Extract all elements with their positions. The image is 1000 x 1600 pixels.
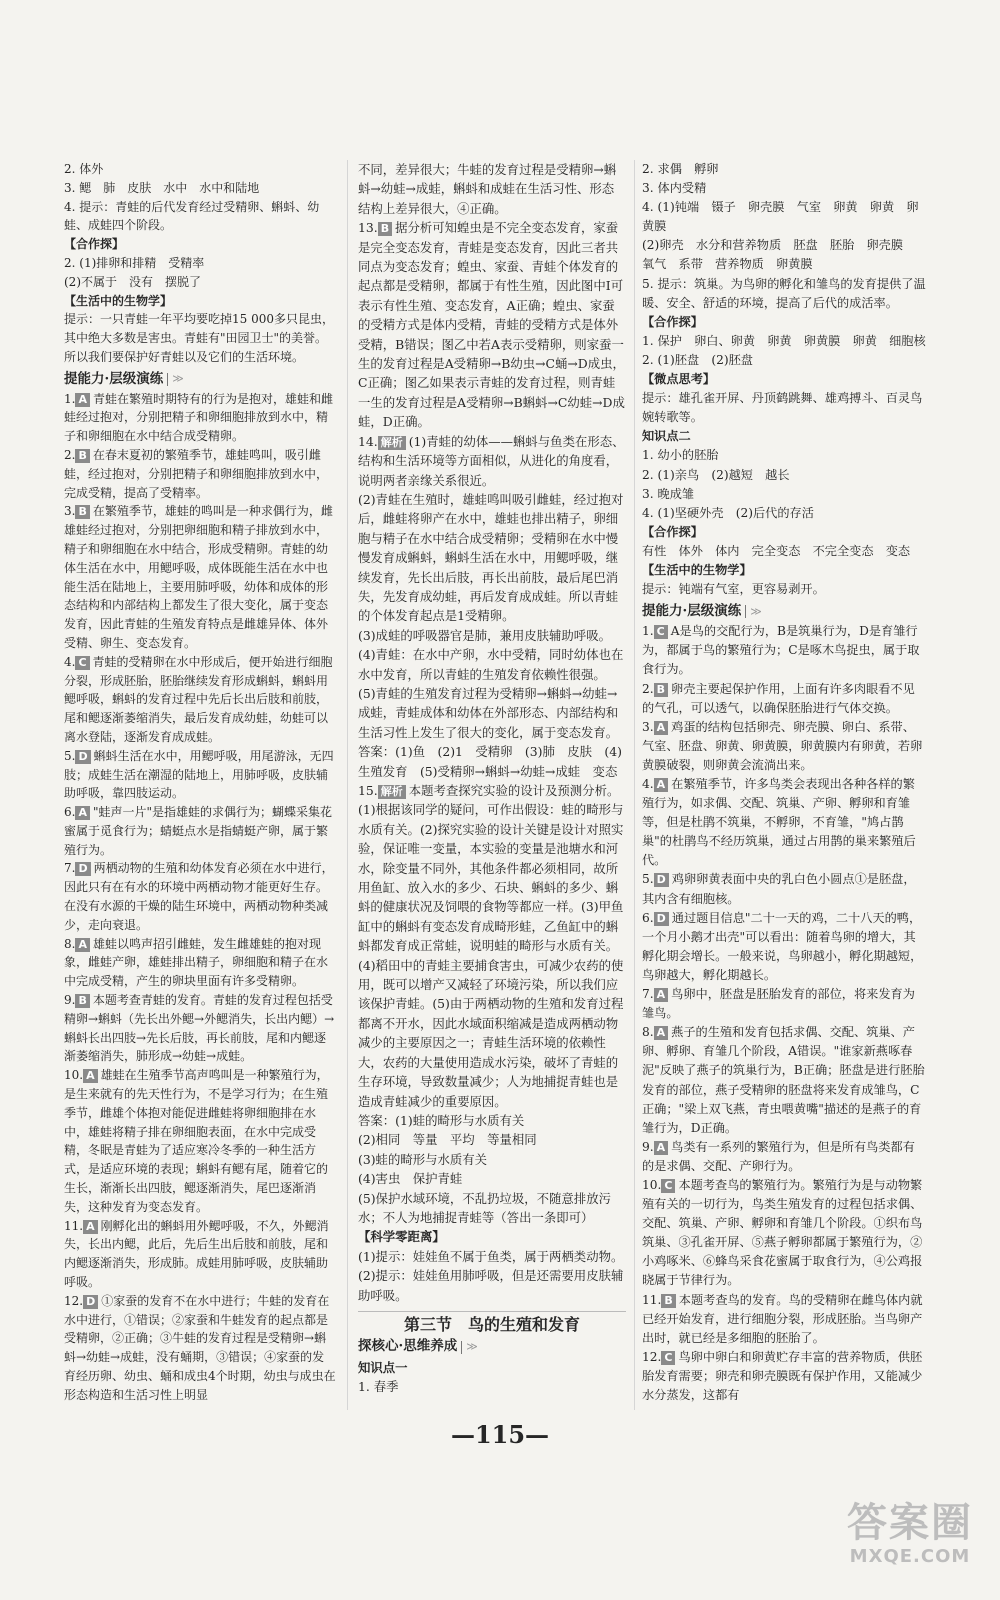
answer-item <box>642 1176 926 1291</box>
page-number: —115— <box>450 1420 550 1449</box>
answer-explanation: 本题考查青蛙的发育。青蛙的发育过程包括受精卵→蝌蚪（先长出外鳃→外鳃消失，长出内鳃）→蝌蚪长出四肢→先长后肢，再长前肢，尾和内鳃逐渐萎缩消失，肺形成→幼蛙→成蛙。 <box>64 993 335 1064</box>
answer-item <box>358 781 626 800</box>
paragraph: 2. (1)排卵和排精 受精率 <box>64 255 205 270</box>
answer-item <box>358 432 626 490</box>
section-bar-label: 提能力·层级演练 <box>642 603 742 620</box>
section-tag: 【科学零距离】 <box>358 1229 445 1245</box>
paragraph: 3. 晚成雏 <box>642 486 695 501</box>
paragraph: (1)提示：娃娃鱼不属于鱼类，属于两栖类动物。 <box>358 1248 624 1264</box>
answer-item <box>642 909 926 985</box>
answer-item <box>64 390 336 446</box>
paragraph: (2)相同 等量 平均 等量相同 <box>358 1132 537 1148</box>
answer-explanation: (1)青蛙的幼体——蝌蚪与鱼类在形态、结构和生活环境等方面相似，从进化的角度看，说明两者亲缘关系很近。 <box>358 433 625 488</box>
answer-badge: C <box>75 656 89 670</box>
section-tag: 知识点一 <box>358 1359 408 1375</box>
column-middle <box>358 160 626 1397</box>
section-tag: 【合作探】 <box>64 237 125 252</box>
question-number: 6. <box>642 910 654 925</box>
question-number: 8. <box>642 1025 654 1040</box>
question-number: 2. <box>642 681 654 696</box>
question-number: 7. <box>64 861 76 876</box>
question-number: 3. <box>64 504 76 519</box>
question-number: 9. <box>642 1139 654 1154</box>
answer-item <box>64 991 336 1066</box>
question-number: 14. <box>358 433 378 449</box>
answer-item <box>64 446 336 502</box>
paragraph: 1. 幼小的胚胎 <box>642 448 719 463</box>
answer-badge: A <box>75 393 90 407</box>
answer-explanation: 本题考查探究实验的设计及预测分析。 <box>408 783 620 798</box>
answer-explanation: "蛙声一片"是指雄蛙的求偶行为；蝴蝶采集花蜜属于觅食行为；蜻蜓点水是指蜻蜓产卵，属于繁殖行为。 <box>64 805 333 857</box>
paragraph: (3)成蛙的呼吸器官是肺，兼用皮肤辅助呼吸。 <box>358 627 611 643</box>
answer-explanation: ①家蚕的发育不在水中进行；牛蛙的发育在水中进行，①错误；②家蚕和牛蛙发育的起点都是受精卵，②正确；③牛蛙的发育过程是受精卵→蝌蚪→幼蛙→成蛙，没有蛹期，③错误；④家蚕的发育经历卵、幼虫、蛹和成虫4个时期，幼虫与成虫在形态构造和生活习性上明显 <box>64 1293 336 1402</box>
question-number: 7. <box>642 987 654 1002</box>
answer-item <box>642 1023 926 1138</box>
column-divider <box>634 160 635 1410</box>
answer-item <box>64 859 336 934</box>
paragraph: 2. 体外 <box>64 162 104 176</box>
answer-explanation: 在繁殖季节，许多鸟类会表现出各种各样的繁殖行为，如求偶、交配、筑巢、产卵、孵卵和育雏等，但是杜鹃不筑巢，不孵卵，不育雏，"鸠占鹊巢"的杜鹃鸟不经历筑巢，通过占用鹊的巢来繁殖后代。 <box>642 777 916 868</box>
question-number: 1. <box>64 391 76 406</box>
answer-badge: A <box>83 1069 98 1083</box>
paragraph: 有性 体外 体内 完全变态 不完全变态 变态 <box>642 543 911 558</box>
answer-explanation: 青蛙的受精卵在水中形成后，便开始进行细胞分裂，形成胚胎，胚胎继续发育形成蝌蚪，蝌蚪用鳃呼吸，蝌蚪的发育过程中先后长出后肢和前肢，尾和鳃逐渐萎缩消失，最后发育成幼蛙，幼蛙可以离水登陆，逐渐发育成成蛙。 <box>64 654 333 744</box>
answer-explanation: A是鸟的交配行为，B是筑巢行为，D是育雏行为，都属于鸟的繁殖行为；C是啄木鸟捉虫，属于取食行为。 <box>642 624 920 677</box>
answer-item <box>64 803 336 859</box>
question-number: 13. <box>358 220 378 236</box>
section-tag: 【合作探】 <box>642 524 703 539</box>
paragraph: (2)不属于 没有 摆脱了 <box>64 274 201 289</box>
answer-badge: A <box>654 1141 669 1155</box>
paragraph: 提示：钝端有气室，更容易剥开。 <box>642 582 825 597</box>
answer-badge: A <box>654 778 669 792</box>
answer-item <box>642 680 926 718</box>
section-tag: 【合作探】 <box>642 314 703 329</box>
answer-explanation: 两栖动物的生殖和幼体发育必须在水中进行，因此只有在有水的环境中两栖动物才能更好生存。在没有水源的干燥的陆生环境中，两栖动物种类减少，走向衰退。 <box>64 861 334 932</box>
answer-item <box>642 870 926 908</box>
answer-explanation: 据分析可知蝗虫是不完全变态发育，家蚕是完全变态发育，青蛙是变态发育，因此三者共同点为变态发育；蝗虫、家蚕、青蛙个体发育的起点都是受精卵，都属于有性生殖，因此图中Ⅰ可表示有性生殖、变态发育，A正确；蝗虫、家蚕的受精方式是体内受精，青蛙的受精方式是体外受精，B错误；图乙中若A表示受精卵，则家蚕一生的发育过程是A受精卵→B幼虫→C蛹→D成虫，C正确；图乙如果表示青蛙的发育过程，则青蛙一生的发育过程是A受精卵→B蝌蚪→C幼蛙→D成蛙，D正确。 <box>358 220 625 430</box>
divider-mark <box>167 373 168 386</box>
paragraph: (2)提示：娃娃鱼用肺呼吸，但是还需要用皮肤辅助呼吸。 <box>358 1268 624 1303</box>
answer-explanation: 在繁殖季节，雄蛙的鸣叫是一种求偶行为，雌雄蛙经过抱对，分别把卵细胞和精子排放到水中，精子和卵细胞在水中结合，形成受精卵。青蛙的幼体生活在水中，用鳃呼吸，成体既能生活在水中也能生活在陆地上，主要用肺呼吸，幼体和成体的形态结构和内部结构上都发生了很大变化，属于变态发育，因此青蛙的生殖发育特点是雌雄异体、体外受精、卵生、变态发育。 <box>64 504 333 650</box>
question-number: 8. <box>64 936 76 951</box>
column-divider <box>347 160 348 1410</box>
paragraph: 1. 春季 <box>358 1379 399 1395</box>
answer-item <box>642 985 926 1023</box>
column-left <box>64 160 336 1405</box>
section-bar <box>642 602 926 621</box>
paragraph: 4. (1)坚硬外壳 (2)后代的存活 <box>642 505 814 520</box>
answer-explanation: 通过题目信息"二十一天的鸡，二十八天的鸭，一个月小鹅才出壳"可以看出：随着鸟卵的增大，其孵化期会增长。一般来说，鸟卵越小，孵化期越短，鸟卵越大，孵化期越长。 <box>642 910 923 982</box>
question-number: 4. <box>64 654 76 669</box>
question-number: 4. <box>642 777 654 791</box>
paragraph: (3)蛙的畸形与水质有关 <box>358 1151 488 1167</box>
paragraph: 3. 体内受精 <box>642 181 707 196</box>
watermark-logo <box>835 1500 985 1567</box>
answer-explanation: 本题考查鸟的繁殖行为。繁殖行为是与动物繁殖有关的一切行为，鸟类生殖发育的过程包括求偶、交配、筑巢、产卵、孵卵和育雏几个阶段。①织布鸟筑巢、③孔雀开屏、⑤燕子孵卵都属于繁殖行为，②小鸡啄米、⑥蜂鸟采食花蜜属于取食行为，④公鸡报晓属于节律行为。 <box>642 1177 923 1288</box>
paragraph: 提示：雄孔雀开屏、丹顶鹤跳舞、雄鸡搏斗、百灵鸟婉转歌等。 <box>642 391 923 425</box>
answer-badge: B <box>661 1294 675 1308</box>
answer-item <box>642 1291 926 1348</box>
answer-badge: A <box>83 1220 98 1234</box>
question-number: 6. <box>64 805 76 820</box>
answer-badge: B <box>75 994 89 1008</box>
divider-mark <box>745 605 746 618</box>
answer-badge: C <box>661 1351 675 1365</box>
paragraph: (5)青蛙的生殖发育过程为受精卵→蝌蚪→幼蛙→成蛙，青蛙成体和幼体在外部形态、内部结构和生活习性上发生了很大的变化，属于变态发育。 <box>358 685 619 740</box>
answer-badge: 解析 <box>378 436 406 450</box>
section-bar <box>64 370 336 389</box>
divider-mark <box>461 1341 462 1354</box>
answer-explanation: 本题考查鸟的发育。鸟的受精卵在雌鸟体内就已经开始发育，进行细胞分裂，形成胚胎。当鸟卵产出时，就已经是多细胞的胚胎了。 <box>642 1292 923 1345</box>
answer-badge: A <box>654 721 669 735</box>
question-number: 10. <box>642 1177 662 1192</box>
answer-explanation: 蝌蚪生活在水中，用鳃呼吸，用尾游泳，无四肢；成蛙生活在潮湿的陆地上，用肺呼吸，皮肤辅助呼吸，靠四肢运动。 <box>64 748 334 801</box>
answer-badge: D <box>654 912 669 926</box>
paragraph: 4. 提示：青蛙的后代发育经过受精卵、蝌蚪、幼蛙、成蛙四个阶段。 <box>64 199 320 233</box>
section-tag: 【微点思考】 <box>642 372 716 387</box>
answer-explanation: 燕子的生殖和发育包括求偶、交配、筑巢、产卵、孵卵、育雏几个阶段，A错误。"谁家新燕啄春泥"反映了燕子的筑巢行为，B正确；胚盘是进行胚胎发育的部位，燕子受精卵的胚盘将来发育成雏鸟，C正确；"梁上双飞燕，青虫喂黄嘴"描述的是燕子的育雏行为，D正确。 <box>642 1025 925 1135</box>
answer-badge: B <box>378 222 392 236</box>
answer-item <box>642 718 926 775</box>
section-bar-label: 探核心·思维养成 <box>358 1338 458 1355</box>
question-number: 12. <box>642 1349 662 1364</box>
answer-badge: D <box>654 873 669 887</box>
paragraph: 2. 求偶 孵卵 <box>642 162 719 176</box>
section-title: 第三节 鸟的生殖和发育 <box>358 1311 626 1334</box>
answer-item <box>64 1066 336 1216</box>
answer-item <box>64 1292 336 1405</box>
paragraph: 5. 提示：筑巢。为鸟卵的孵化和雏鸟的发育提供了温暖、安全、舒适的环境，提高了后代的成活率。 <box>642 276 926 310</box>
answer-item <box>64 935 336 991</box>
answer-item <box>64 502 336 652</box>
answer-explanation: 鸡蛋的结构包括卵壳、卵壳膜、卵白、系带、气室、胚盘、卵黄、卵黄膜，卵黄膜内有卵黄，若卵黄膜破裂，则卵黄会流淌出来。 <box>642 719 923 772</box>
answer-item <box>64 1217 336 1292</box>
question-number: 5. <box>642 872 654 887</box>
question-number: 10. <box>64 1068 84 1083</box>
paragraph: (4)害虫 保护青蛙 <box>358 1171 463 1187</box>
question-number: 11. <box>64 1218 84 1233</box>
answer-explanation: 鸟卵中，胚盘是胚胎发育的部位，将来发育为雏鸟。 <box>642 987 915 1021</box>
answer-badge: C <box>654 625 668 639</box>
answer-explanation: 在春末夏初的繁殖季节，雄蛙鸣叫，吸引雌蛙，经过抱对，分别把精子和卵细胞排放到水中，完成受精，提高了受精率。 <box>64 447 329 500</box>
paragraph: 1. 保护 卵白、卵黄 卵黄 卵黄膜 卵黄 细胞核 <box>642 333 926 348</box>
answer-badge: B <box>75 505 89 519</box>
paragraph: (4)青蛙：在水中产卵，水中受精，同时幼体也在水中发育，所以青蛙的生殖发育依赖性很强。 <box>358 647 624 682</box>
question-number: 12. <box>64 1293 84 1308</box>
answer-explanation: 卵壳主要起保护作用，上面有许多肉眼看不见的气孔，可以透气，以确保胚胎进行气体交换。 <box>642 681 915 715</box>
paragraph: 答案：(1)鱼 (2)1 受精卵 (3)肺 皮肤 (4)生殖发育 (5)受精卵→蝌蚪→幼蛙→成蛙 变态 <box>358 744 622 779</box>
answer-badge: D <box>75 750 90 764</box>
chevron-right-icon: ≫ <box>750 605 762 619</box>
answer-badge: C <box>661 1179 675 1193</box>
question-number: 5. <box>64 748 76 763</box>
answer-badge: A <box>654 988 669 1002</box>
answer-item <box>64 747 336 803</box>
section-tag: 知识点二 <box>642 429 691 444</box>
question-number: 9. <box>64 993 76 1008</box>
answer-explanation: 刚孵化出的蝌蚪用外鳃呼吸，不久，外鳃消失，长出内鳃，此后，先后生出后肢和前肢，尾和内鳃逐渐消失，形成肺。成蛙用肺呼吸，皮肤辅助呼吸。 <box>64 1218 329 1290</box>
question-number: 11. <box>642 1292 662 1307</box>
answer-item <box>358 218 626 431</box>
section-tag: 【生活中的生物学】 <box>64 293 173 308</box>
answer-badge: A <box>75 806 90 820</box>
answer-item <box>642 622 926 679</box>
question-number: 15. <box>358 783 378 798</box>
answer-badge: D <box>75 862 90 876</box>
answer-item <box>642 1348 926 1405</box>
chevron-right-icon: ≫ <box>172 371 184 385</box>
column-right <box>642 160 926 1405</box>
paragraph: 不同，差异很大；牛蛙的发育过程是受精卵→蝌蚪→幼蛙→成蛙，蝌蚪和成蛙在生活习性、形态结构上差异很大，④正确。 <box>358 162 617 216</box>
paragraph: (5)保护水域环境，不乱扔垃圾，不随意排放污水；不人为地捕捉青蛙等（答出一条即可） <box>358 1190 611 1225</box>
paragraph: 3. 鳃 肺 皮肤 水中 水中和陆地 <box>64 180 260 195</box>
watermark-chinese: 答案圈 <box>847 1500 973 1546</box>
answer-explanation: 青蛙在繁殖时期特有的行为是抱对，雄蛙和雌蛙经过抱对，分别把精子和卵细胞排放到水中，精子和卵细胞在水中结合成受精卵。 <box>64 391 333 444</box>
question-number: 3. <box>642 719 654 734</box>
answer-explanation: 雄蛙在生殖季节高声鸣叫是一种繁殖行为，是生来就有的先天性行为，不是学习行为；在生殖季节，雌雄个体抱对能促进雌蛙将卵细胞排在水中，雄蛙将精子排在卵细胞表面，在水中完成受精，冬眠是青蛙为了适应寒冷冬季的一种生活方式，是适应环境的表现；蝌蚪有鳃有尾，随着它的生长，渐渐长出四肢，鳃逐渐消失，尾巴逐渐消失，这种发育为变态发育。 <box>64 1068 329 1214</box>
answer-item <box>642 1138 926 1176</box>
answer-badge: D <box>83 1295 98 1309</box>
answer-explanation: 鸟卵中卵白和卵黄贮存丰富的营养物质，供胚胎发育需要；卵壳和卵壳膜既有保护作用，又能减少水分蒸发，这都有 <box>642 1349 923 1402</box>
answer-explanation: 雄蛙以鸣声招引雌蛙，发生雌雄蛙的抱对现象，雌蛙产卵，雄蛙排出精子，卵细胞和精子在水中完成受精，产生的卵块里面有许多受精卵。 <box>64 936 329 989</box>
answer-badge: B <box>75 449 89 463</box>
chevron-right-icon: ≫ <box>466 1340 478 1354</box>
section-tag: 【生活中的生物学】 <box>642 562 752 577</box>
answer-explanation: 鸟类有一系列的繁殖行为，但是所有鸟类都有的是求偶、交配、产卵行为。 <box>642 1139 915 1173</box>
section-bar <box>358 1337 626 1356</box>
answer-explanation: 鸡卵卵黄表面中央的乳白色小圆点①是胚盘，其内含有细胞核。 <box>642 872 916 906</box>
paragraph: (2)卵壳 水分和营养物质 胚盘 胚胎 卵壳膜 氧气 系带 营养物质 卵黄膜 <box>642 238 916 272</box>
answer-item <box>64 653 336 747</box>
paragraph: 2. (1)胚盘 (2)胚盘 <box>642 352 753 367</box>
section-bar-label: 提能力·层级演练 <box>64 370 164 387</box>
paragraph: 答案：(1)蛙的畸形与水质有关 <box>358 1112 525 1128</box>
question-number: 1. <box>642 624 654 639</box>
paragraph: 4. (1)钝端 镊子 卵壳膜 气室 卵黄 卵黄 卵黄膜 <box>642 200 919 234</box>
watermark-latin: MXQE.COM <box>849 1546 971 1567</box>
paragraph: (2)青蛙在生殖时，雄蛙鸣叫吸引雌蛙，经过抱对后，雌蛙将卵产在水中，雄蛙也排出精子，卵细胞与精子在水中结合成受精卵；受精卵在水中慢慢发育成蝌蚪，蝌蚪生活在水中，用鳃呼吸，继续发育，先长出后肢，再长出前肢，最后尾巴消失，先发育成幼蛙，再后发育成成蛙。所以青蛙的个体发育起点是1受精卵。 <box>358 491 624 624</box>
answer-item <box>642 775 926 870</box>
answer-badge: B <box>654 683 668 697</box>
answer-badge: 解析 <box>378 785 406 799</box>
answer-badge: A <box>654 1026 669 1040</box>
paragraph: 2. (1)亲鸟 (2)越短 越长 <box>642 467 790 482</box>
question-number: 2. <box>64 447 76 462</box>
answer-badge: A <box>75 938 90 952</box>
paragraph: (1)根据该同学的疑问，可作出假设：蛙的畸形与水质有关。(2)探究实验的设计关键是设计对照实验，保证唯一变量，本实验的变量是池塘水和河水，除变量不同外，其他条件都必须相同，故所用鱼缸、放入水的多少、石块、蝌蚪的多少、蝌蚪的健康状况及饲喂的食物等都应一样。(3)甲鱼缸中的蝌蚪有变态发育成畸形蛙，乙鱼缸中的蝌蚪都发育成正常蛙，说明蛙的畸形与水质有关。(4)稻田中的青蛙主要捕食害虫，可减少农药的使用，既可以增产又减轻了环境污染，所以我们应该保护青蛙。(5)由于两栖动物的生殖和发育过程都离不开水，因此水域面积缩减是造成两栖动物减少的主要原因之一；青蛙生活环境的依赖性大，农药的大量使用造成水污染，破坏了青蛙的生存环境，导致数量减少；人为地捕捉青蛙也是造成青蛙减少的重要原因。 <box>358 802 624 1109</box>
paragraph: 提示：一只青蛙一年平均要吃掉15 000多只昆虫，其中绝大多数是害虫。青蛙有"田园卫士"的美誉。所以我们要保护好青蛙以及它们的生活环境。 <box>64 312 334 364</box>
